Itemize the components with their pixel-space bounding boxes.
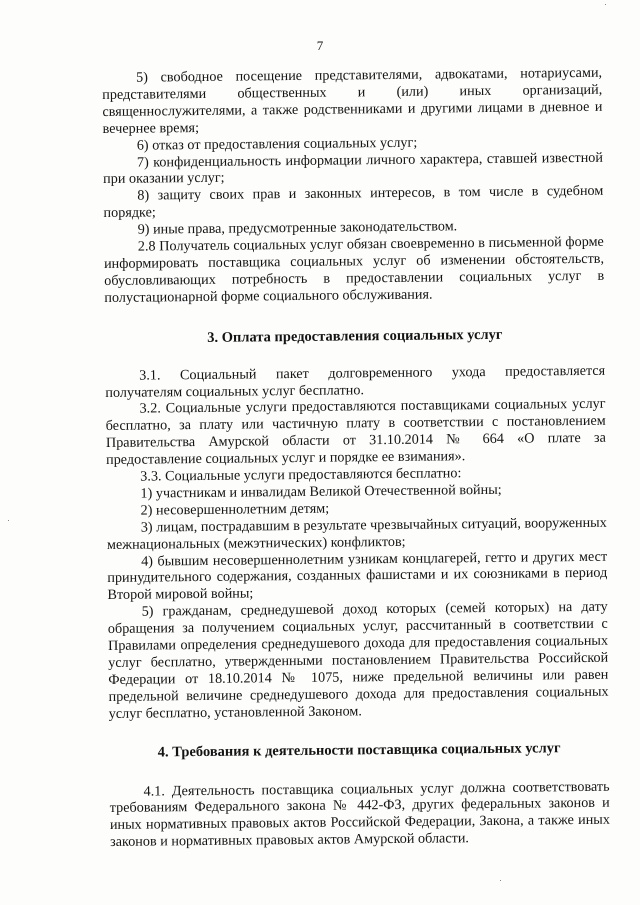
section-3-heading: 3. Оплата предоставления социальных услуг bbox=[207, 326, 503, 346]
scan-speck bbox=[500, 880, 501, 881]
paragraph-3-2: 3.2. Социальные услуги предоставляются поставщиками социальных услуг бесплатно, за плату или частичную плату в соответствии с постановлением Правительства Амурской области от 31.10.2014 № 664 «О плате за предоставление социальных услуг и порядке ее взимания». bbox=[105, 396, 606, 469]
document-body bbox=[102, 65, 610, 851]
paragraph-right-8: 8) защиту своих прав и законных интересов, в том числе в судебном порядке; bbox=[103, 183, 604, 222]
list-item-3-3-2: 2) несовершеннолетним детям; bbox=[140, 500, 330, 519]
scan-speck bbox=[8, 520, 9, 521]
section-4-heading: 4. Требования к деятельности поставщика социальных услуг bbox=[157, 739, 561, 761]
paragraph-right-5: 5) свободное посещение представителями, адвокатами, нотариусами, представителями общественных и (или) иных организаций, священнослужителями, а также родственниками и другими лицами в дневное и вечернее время; bbox=[102, 64, 603, 137]
list-item-3-3-5: 5) гражданам, среднедушевой доход которых (семей которых) на дату обращения за получением социальных услуг, рассчитанный в соответствии с Правилами определения среднедушевого дохода для предоставления социальных услуг бесплатно, утвержденными постановлением Правительства Российской Федерации от 18.10.2014 № 1075, ниже предельной величины или равен предельной величине среднедушевого дохода для предоставления социальных услуг бесплатно, установленной Законом. bbox=[107, 599, 609, 722]
paragraph-3-3: 3.3. Социальные услуги предоставляются бесплатно: bbox=[140, 465, 462, 485]
paragraph-3-1: 3.1. Социальный пакет долговременного ухода предоставляется получателям социальных услуг бесплатно. bbox=[105, 362, 606, 401]
list-item-3-3-1: 1) участникам и инвалидам Великой Отечественной войны; bbox=[140, 481, 502, 502]
paragraph-right-6: 6) отказ от предоставления социальных услуг; bbox=[136, 134, 418, 154]
scan-speck bbox=[605, 4, 606, 5]
paragraph-right-7: 7) конфиденциальность информации личного характера, ставшей известной при оказании услуг; bbox=[103, 149, 604, 188]
paragraph-4-1: 4.1. Деятельность поставщика социальных услуг должна соответствовать требованиям Федерального закона № 442-ФЗ, других федеральных законов и иных нормативных правовых актов Российской Федерации, Закона, а также иных законов и нормативных правовых актов Амурской области. bbox=[109, 778, 610, 851]
list-item-3-3-3: 3) лицам, пострадавшим в результате чрезвычайных ситуаций, вооруженных межнациональных (межэтнических) конфликтов; bbox=[106, 514, 607, 553]
page-number: 7 bbox=[316, 38, 324, 53]
list-item-3-3-4: 4) бывшим несовершеннолетним узникам концлагерей, гетто и других мест принудительного содержания, созданных фашистами и их союзниками в период Второй мировой войны; bbox=[107, 548, 608, 604]
paragraph-right-9: 9) иные права, предусмотренные законодательством. bbox=[137, 218, 458, 238]
paragraph-2-8: 2.8 Получатель социальных услуг обязан своевременно в письменной форме информировать поставщика социальных услуг об изменении обстоятельств, обусловливающих потребность в предоставлении социальных услуг в полустационарной форме социального обслуживания. bbox=[103, 233, 605, 306]
